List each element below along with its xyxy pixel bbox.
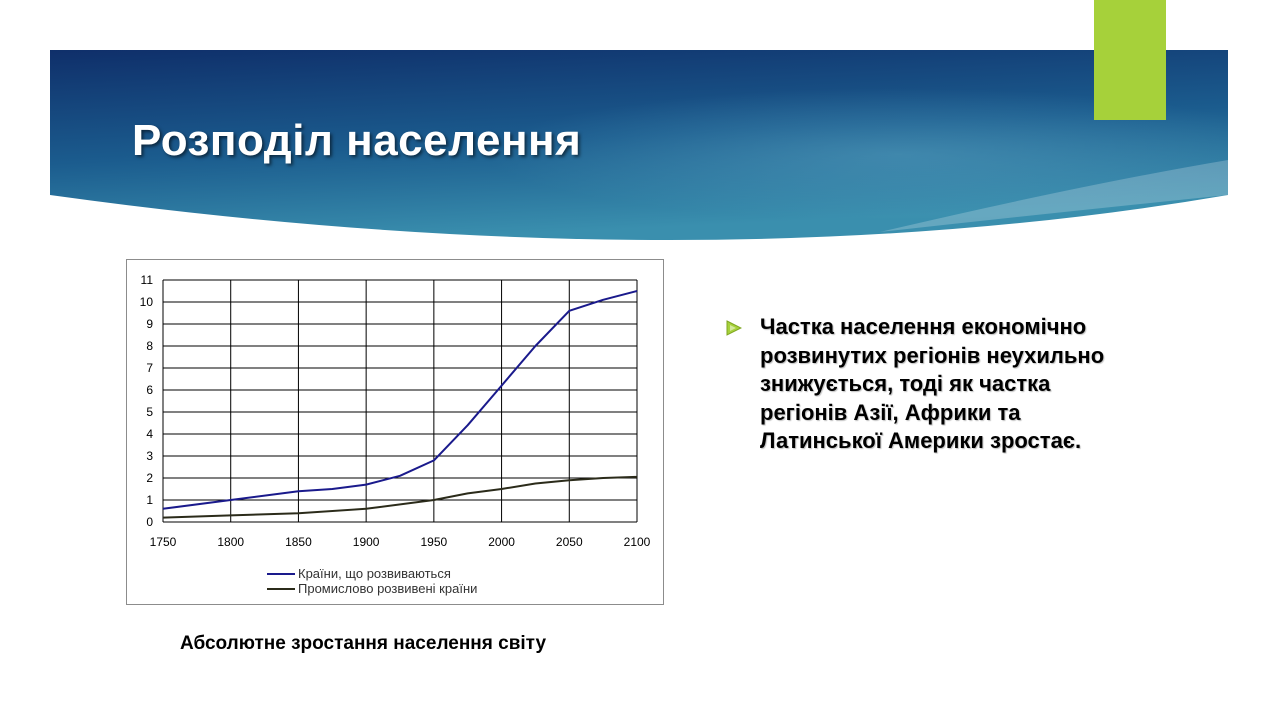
x-tick-label: 1850 (285, 535, 312, 549)
legend-label: Країни, що розвиваються (298, 566, 451, 581)
x-tick-label: 2100 (623, 535, 651, 549)
y-tick-label: 8 (146, 339, 153, 353)
slide-title: Розподіл населення (132, 116, 582, 165)
y-tick-label: 4 (146, 427, 153, 441)
x-tick-label: 2000 (488, 535, 515, 549)
bullet-point (726, 313, 1126, 456)
y-tick-label: 9 (146, 317, 153, 331)
y-tick-label: 2 (146, 471, 153, 485)
y-tick-label: 0 (146, 515, 153, 529)
y-tick-label: 11 (140, 273, 153, 287)
population-chart (126, 259, 664, 605)
bullet-arrow-icon (726, 320, 742, 336)
legend-label: Промислово розвивені країни (298, 581, 478, 596)
y-tick-label: 1 (146, 493, 153, 507)
y-tick-label: 3 (146, 449, 153, 463)
x-tick-label: 2050 (555, 535, 583, 549)
bullet-text: Частка населення економічно розвинутих регіонів неухильно знижується, тоді як частка регіонів Азії, Африки та Латинської Америки зростає. (760, 314, 1105, 453)
chart-caption: Абсолютне зростання населення світу (180, 633, 547, 654)
x-tick-label: 1900 (352, 535, 380, 549)
x-tick-label: 1750 (149, 535, 177, 549)
y-tick-label: 5 (146, 405, 153, 419)
x-tick-label: 1950 (420, 535, 448, 549)
y-tick-label: 7 (146, 361, 153, 375)
accent-bar (1094, 0, 1166, 120)
x-tick-label: 1800 (217, 535, 245, 549)
chart-svg (127, 260, 663, 604)
y-tick-label: 6 (146, 383, 153, 397)
y-tick-label: 10 (139, 295, 153, 309)
series-line-2 (163, 477, 637, 518)
